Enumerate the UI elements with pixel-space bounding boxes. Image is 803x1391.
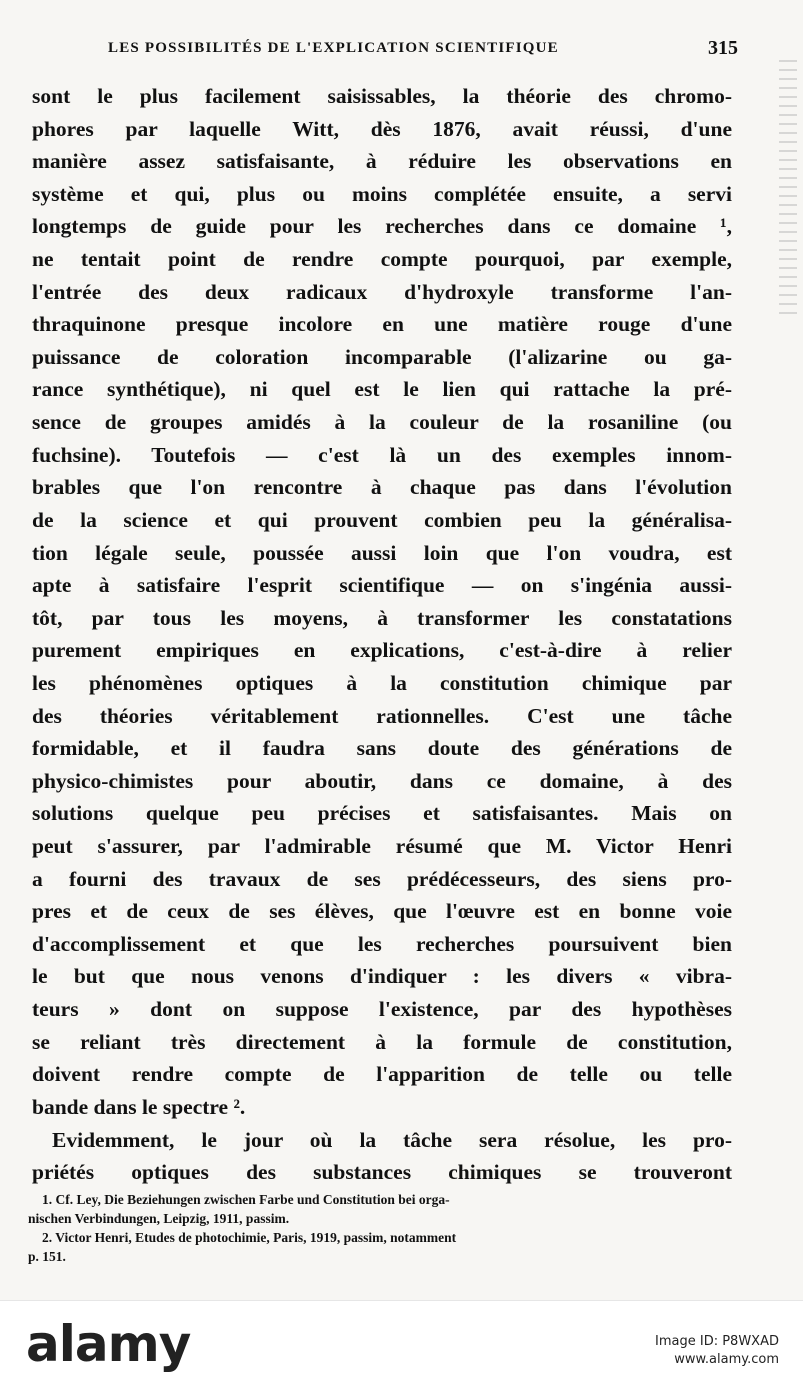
text-line: se reliant très directement à la formule de constitution,: [32, 1029, 732, 1054]
text-line: phores par laquelle Witt, dès 1876, avait réussi, d'une: [32, 116, 732, 141]
footnote-line: 2. Victor Henri, Etudes de photochimie, Paris, 1919, passim, notamment: [42, 1230, 457, 1245]
text-line: formidable, et il faudra sans doute des générations de: [32, 736, 732, 761]
text-line: peut s'assurer, par l'admirable résumé que M. Victor Henri: [32, 834, 732, 859]
text-line: solutions quelque peu précises et satisfaisantes. Mais on: [32, 801, 732, 826]
text-line: a fourni des travaux de ses prédécesseurs, des siens pro-: [32, 866, 732, 891]
text-line: tion légale seule, poussée aussi loin que l'on voudra, est: [32, 540, 732, 565]
text-line: rance synthétique), ni quel est le lien qui rattache la pré-: [32, 377, 732, 402]
text-line: Evidemment, le jour où la tâche sera résolue, les pro-: [52, 1127, 732, 1152]
text-line: priétés optiques des substances chimiques se trouveront: [32, 1160, 732, 1185]
text-line: des théories véritablement rationnelles. C'est une tâche: [32, 703, 732, 728]
text-line: purement empiriques en explications, c'est-à-dire à relier: [32, 638, 732, 663]
text-line: sont le plus facilement saisissables, la théorie des chromo-: [32, 84, 732, 108]
scan-margin-artifacts: [779, 60, 797, 320]
text-line: pres et de ceux de ses élèves, que l'œuvre est en bonne voie: [32, 899, 732, 924]
running-head: [60, 38, 738, 64]
text-line: bande dans le spectre ².: [32, 1094, 246, 1119]
body-text: [32, 80, 732, 1189]
text-line: puissance de coloration incomparable (l'alizarine ou ga-: [32, 344, 732, 369]
alamy-info: [655, 1333, 779, 1369]
alamy-url: www.alamy.com: [674, 1352, 779, 1367]
stock-watermark-band: [0, 1300, 803, 1391]
alamy-logo: alamy: [26, 1315, 191, 1373]
text-line: longtemps de guide pour les recherches dans ce domaine ¹,: [32, 214, 732, 239]
footnotes: [28, 1190, 730, 1266]
running-title: LES POSSIBILITÉS DE L'EXPLICATION SCIENTIFIQUE: [108, 40, 559, 56]
text-line: brables que l'on rencontre à chaque pas dans l'évolution: [32, 475, 732, 500]
text-line: manière assez satisfaisante, à réduire les observations en: [32, 149, 732, 174]
text-line: de la science et qui prouvent combien peu la généralisa-: [32, 507, 732, 532]
text-line: thraquinone presque incolore en une matière rouge d'une: [32, 312, 732, 337]
image-id: Image ID: P8WXAD: [655, 1334, 779, 1349]
text-line: teurs » dont on suppose l'existence, par des hypothèses: [32, 997, 732, 1022]
text-line: apte à satisfaire l'esprit scientifique — on s'ingénia aussi-: [32, 573, 732, 598]
text-line: sence de groupes amidés à la couleur de la rosaniline (ou: [32, 410, 732, 435]
footnote-line: p. 151.: [28, 1249, 66, 1264]
footnote-line: nischen Verbindungen, Leipzig, 1911, passim.: [28, 1211, 290, 1226]
text-line: tôt, par tous les moyens, à transformer les constatations: [32, 605, 732, 630]
text-line: le but que nous venons d'indiquer : les divers « vibra-: [32, 964, 732, 989]
page-number: 315: [708, 37, 738, 59]
footnote-line: 1. Cf. Ley, Die Beziehungen zwischen Farbe und Constitution bei orga-: [42, 1192, 450, 1207]
text-line: les phénomènes optiques à la constitution chimique par: [32, 670, 732, 695]
text-line: d'accomplissement et que les recherches poursuivent bien: [32, 931, 732, 956]
text-line: physico-chimistes pour aboutir, dans ce domaine, à des: [32, 768, 732, 793]
text-line: système et qui, plus ou moins complétée ensuite, a servi: [32, 181, 732, 206]
text-line: ne tentait point de rendre compte pourquoi, par exemple,: [32, 247, 732, 272]
text-line: l'entrée des deux radicaux d'hydroxyle transforme l'an-: [32, 279, 732, 304]
text-line: fuchsine). Toutefois — c'est là un des exemples innom-: [32, 442, 732, 467]
text-line: doivent rendre compte de l'apparition de telle ou telle: [32, 1062, 732, 1087]
